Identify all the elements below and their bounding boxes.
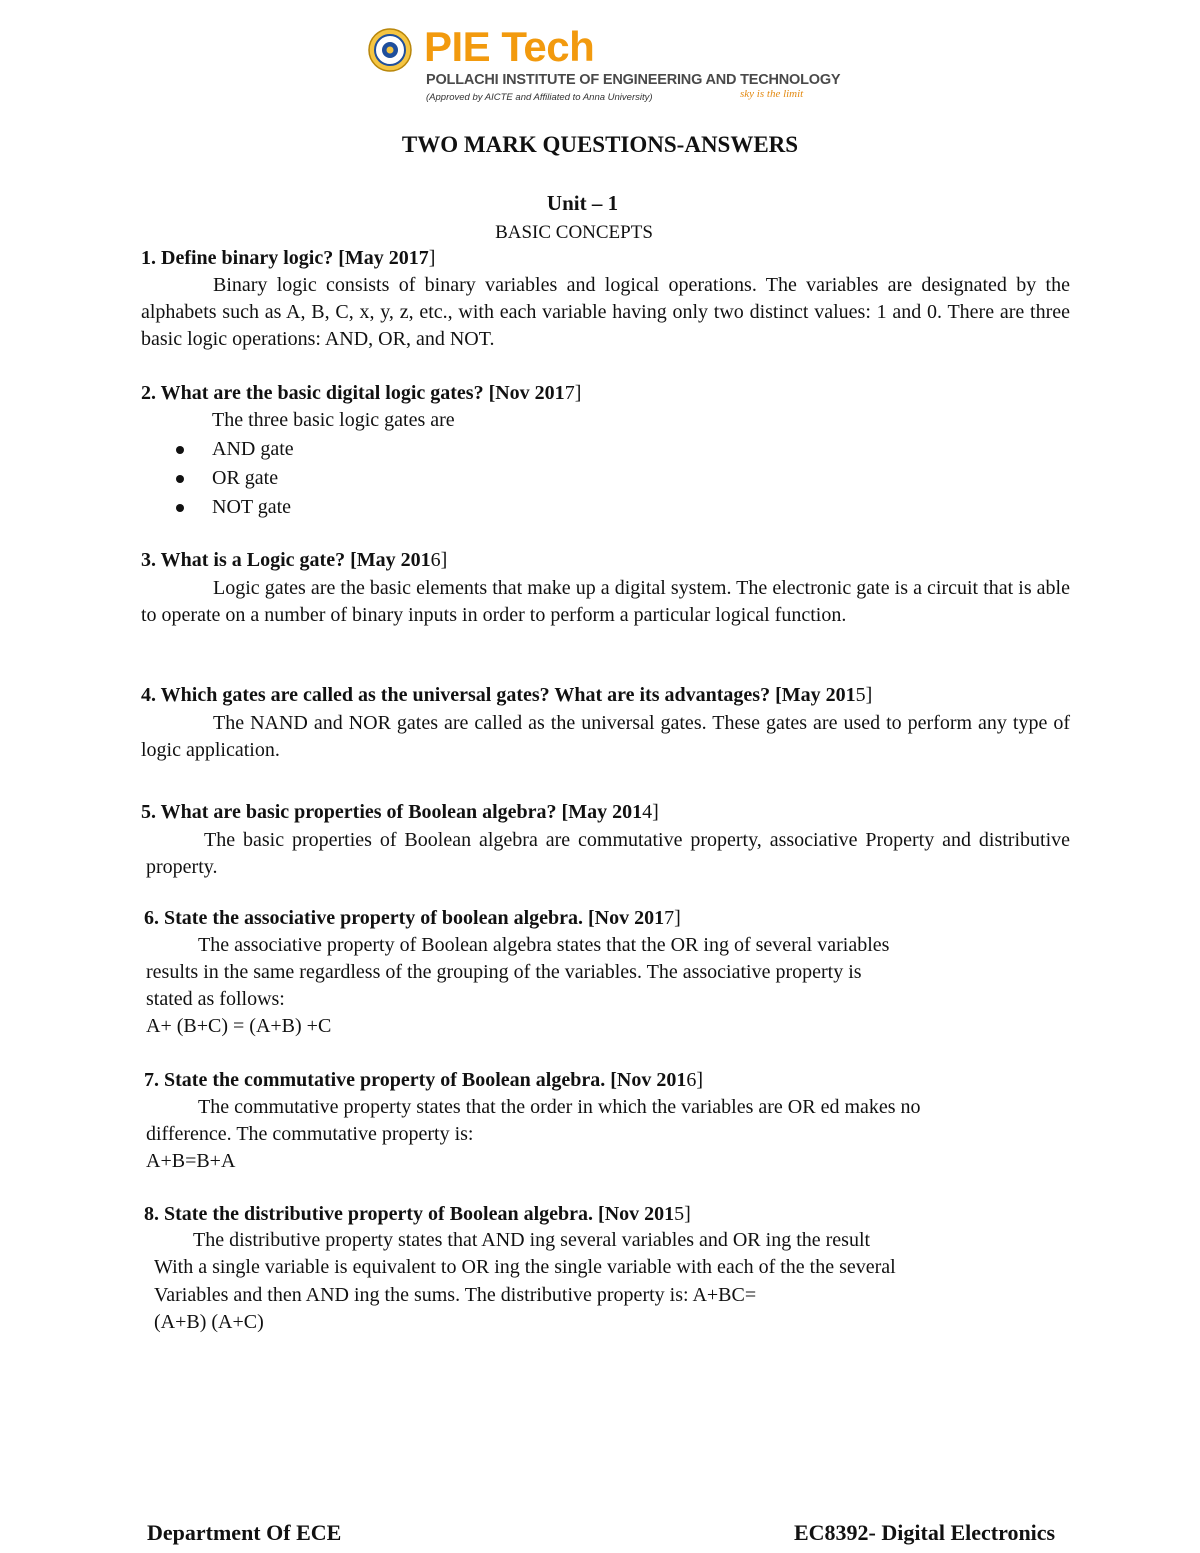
question-text: 6. State the associative property of boolean algebra. [Nov 201 bbox=[144, 907, 665, 929]
approval-note: (Approved by AICTE and Affiliated to Anna University) bbox=[426, 92, 653, 103]
answer-2-intro: The three basic logic gates are bbox=[212, 409, 455, 431]
list-item: OR gate bbox=[140, 464, 294, 493]
question-bracket: 6] bbox=[686, 1069, 703, 1091]
answer-4: The NAND and NOR gates are called as the universal gates. These gates are used to perform any type of logic application. bbox=[141, 712, 1070, 761]
question-7 bbox=[144, 1069, 703, 1092]
footer-department: Department Of ECE bbox=[147, 1520, 342, 1545]
answer-6-line: The associative property of Boolean algebra states that the OR ing of several variables bbox=[198, 934, 890, 956]
formula: (A+B) (A+C) bbox=[154, 1311, 264, 1333]
section-heading: BASIC CONCEPTS bbox=[495, 222, 653, 243]
answer-8-line: With a single variable is equivalent to OR ing the single variable with each of the the several bbox=[154, 1256, 896, 1278]
gate-list bbox=[140, 435, 294, 522]
question-text: 7. State the commutative property of Boolean algebra. [Nov 201 bbox=[144, 1069, 687, 1091]
formula: A+B=B+A bbox=[146, 1150, 236, 1172]
question-3 bbox=[141, 549, 447, 572]
question-8 bbox=[144, 1203, 691, 1226]
answer-8-line: Variables and then AND ing the sums. The distributive property is: A+BC= bbox=[154, 1284, 757, 1306]
question-4 bbox=[141, 684, 872, 707]
question-bracket: ] bbox=[428, 247, 436, 269]
question-bracket: 7] bbox=[664, 907, 681, 929]
institute-logo bbox=[368, 23, 841, 108]
college-seal-icon bbox=[368, 28, 412, 72]
answer-8-line: The distributive property states that AND ing several variables and OR ing the result bbox=[193, 1229, 871, 1251]
question-bracket: 4] bbox=[642, 801, 659, 823]
unit-heading: Unit – 1 bbox=[546, 191, 619, 215]
answer-7-line: The commutative property states that the order in which the variables are OR ed makes no bbox=[198, 1096, 921, 1118]
answer-5: The basic properties of Boolean algebra are commutative property, associative Property and distributive property. bbox=[146, 829, 1070, 878]
answer-7-line: difference. The commutative property is: bbox=[146, 1123, 474, 1145]
question-bracket: 6] bbox=[430, 549, 448, 571]
question-2 bbox=[141, 382, 581, 405]
answer-6-line: results in the same regardless of the grouping of the variables. The associative property is bbox=[146, 961, 862, 983]
answer-6-line: stated as follows: bbox=[146, 988, 285, 1010]
institute-name: POLLACHI INSTITUTE OF ENGINEERING AND TECHNOLOGY bbox=[426, 72, 841, 88]
question-text: 4. Which gates are called as the universal gates? What are its advantages? [May 201 bbox=[141, 684, 856, 706]
formula: A+ (B+C) = (A+B) +C bbox=[146, 1015, 332, 1037]
answer-1: Binary logic consists of binary variables and logical operations. The variables are designated by the alphabets such as A, B, C, x, y, z, etc., with each variable having only two distinct values: 1 and 0. There are three basic logic operations: AND, OR, and NOT. bbox=[141, 274, 1070, 350]
answer-3: Logic gates are the basic elements that make up a digital system. The electronic gate is a circuit that is able to operate on a number of binary inputs in order to perform a particular logical function. bbox=[141, 577, 1070, 626]
question-text: 5. What are basic properties of Boolean algebra? [May 201 bbox=[141, 801, 643, 823]
question-text: 2. What are the basic digital logic gates? [Nov 201 bbox=[141, 382, 565, 404]
list-item: AND gate bbox=[140, 435, 294, 464]
page-title: TWO MARK QUESTIONS-ANSWERS bbox=[401, 132, 799, 157]
brand-name: PIE Tech bbox=[424, 23, 595, 70]
question-bracket: 5] bbox=[855, 684, 873, 706]
tagline: sky is the limit bbox=[740, 88, 804, 100]
list-item: NOT gate bbox=[140, 493, 294, 522]
question-bracket: 7] bbox=[564, 382, 582, 404]
question-1 bbox=[141, 247, 435, 270]
question-text: 1. Define binary logic? [May 2017 bbox=[141, 247, 429, 269]
question-bracket: 5] bbox=[674, 1203, 691, 1225]
question-6 bbox=[144, 907, 681, 930]
question-text: 8. State the distributive property of Boolean algebra. [Nov 201 bbox=[144, 1203, 675, 1225]
question-text: 3. What is a Logic gate? [May 201 bbox=[141, 549, 431, 571]
footer-course: EC8392- Digital Electronics bbox=[794, 1520, 1056, 1545]
question-5 bbox=[141, 801, 659, 824]
